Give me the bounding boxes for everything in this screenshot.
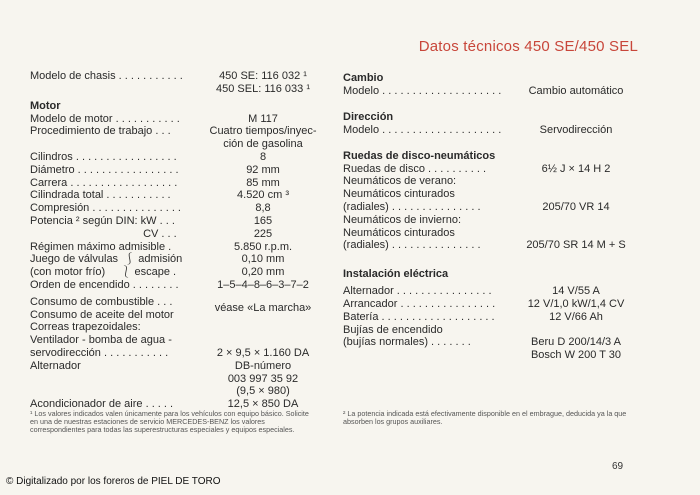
consumo-row — [30, 296, 330, 322]
spec-label: Régimen máximo admisible . — [30, 240, 172, 253]
spec-value: 92 mm — [246, 163, 280, 176]
spec-row — [30, 279, 330, 292]
spec-row — [30, 189, 330, 202]
verano-row — [343, 175, 643, 213]
credit-text: © Digitalizado por los foreros de PIEL DE TORO — [6, 476, 221, 487]
spec-value: Cuatro tiempos/inyec- — [209, 125, 317, 138]
spec-row — [30, 151, 330, 164]
right-column — [343, 70, 643, 362]
bujias-label: Bujías de encendido — [343, 323, 443, 336]
correas-label-row — [30, 321, 330, 334]
consumo-aceite-label: Consumo de aceite del motor — [30, 308, 174, 321]
servodireccion-label: servodirección . . . . . . . . . . . — [30, 346, 169, 359]
spec-value: 4.520 cm ³ — [237, 189, 289, 202]
spec-value: 165 — [253, 214, 273, 227]
spec-row — [30, 113, 330, 126]
bujias-bosch-value: Bosch W 200 T 30 — [530, 349, 622, 362]
spec-label: Procedimiento de trabajo . . . — [30, 125, 171, 138]
consumo-combustible-label: Consumo de combustible . . . — [30, 295, 173, 308]
spec-row — [30, 241, 330, 254]
spec-label: Diámetro . . . . . . . . . . . . . . . . . — [30, 163, 179, 176]
cambio-value: Cambio automático — [528, 85, 624, 97]
bujias-beru-value: Beru D 200/14/3 A — [531, 336, 621, 349]
spec-row — [30, 202, 330, 215]
spec-label: Compresión . . . . . . . . . . . . . . . — [30, 202, 181, 215]
acondicionador-label: Acondicionador de aire . . . . . — [30, 398, 174, 411]
electrica-heading: Instalación eléctrica — [343, 268, 449, 281]
alternador-row — [30, 360, 330, 398]
spec-value: M 117 — [248, 112, 278, 125]
invierno-radiales-label: (radiales) . . . . . . . . . . . . . . . — [343, 239, 481, 252]
spec-row — [343, 298, 643, 311]
spec-value: 5.850 r.p.m. — [233, 240, 293, 253]
chassis-value-sel: 450 SEL: 116 033 ¹ — [216, 82, 310, 95]
ruedas-disco-label: Ruedas de disco . . . . . . . . . . — [343, 162, 487, 175]
motor-heading: Motor — [30, 99, 61, 112]
spec-label: Alternador . . . . . . . . . . . . . . . . — [343, 285, 492, 298]
chassis-value-se: 450 SE: 116 032 ¹ — [219, 70, 307, 82]
ventilador-row — [30, 334, 330, 360]
ruedas-disco-row — [343, 163, 643, 176]
invierno-label: Neumáticos de invierno: — [343, 213, 462, 226]
spec-row — [30, 266, 330, 279]
ruedas-disco-value: 6½ J × 14 H 2 — [541, 162, 611, 175]
spec-value: 0,10 mm — [241, 253, 285, 266]
left-column — [30, 70, 330, 411]
alternador-label: Alternador — [30, 359, 81, 372]
verano-value: 205/70 VR 14 — [542, 200, 610, 213]
correas-label: Correas trapezoidales: — [30, 321, 141, 334]
ventilador-label: Ventilador - bomba de agua - — [30, 334, 172, 347]
page-number: 69 — [612, 461, 624, 472]
cambio-heading: Cambio — [343, 72, 384, 84]
footnote-2: ² La potencia indicada está efectivamente disponible en el embrague, deducida ya la que absorben los grupos auxiliares. — [343, 409, 627, 426]
chassis-label: Modelo de chasis . . . . . . . . . . . — [30, 70, 183, 82]
ventilador-value: 2 × 9,5 × 1.160 DA — [216, 346, 310, 359]
direccion-heading: Dirección — [343, 110, 394, 123]
bujias-normales-label: (bujías normales) . . . . . . . — [343, 336, 471, 349]
verano-radiales-label: (radiales) . . . . . . . . . . . . . . . — [343, 200, 481, 213]
spec-label: Potencia ² según DIN: kW . . . — [30, 214, 175, 227]
spec-label: Carrera . . . . . . . . . . . . . . . . . . — [30, 176, 178, 189]
spec-value: 14 V/55 A — [552, 285, 600, 298]
spec-row — [343, 285, 643, 298]
page-title: Datos técnicos 450 SE/450 SEL — [418, 38, 638, 55]
spec-row — [30, 253, 330, 266]
spec-value: 85 mm — [246, 176, 280, 189]
cambio-label: Modelo . . . . . . . . . . . . . . . . . . . . — [343, 85, 502, 97]
spec-value: 225 — [253, 227, 273, 240]
spec-row — [30, 164, 330, 177]
spec-row — [30, 125, 330, 151]
acondicionador-value: 12,5 × 850 DA — [227, 398, 299, 411]
direccion-label: Modelo . . . . . . . . . . . . . . . . . . . . — [343, 123, 502, 136]
spec-label: (con motor frío) ⎱ escape . — [30, 266, 177, 279]
invierno-row — [343, 214, 643, 252]
chassis-row — [30, 70, 330, 96]
verano-label: Neumáticos de verano: — [343, 175, 457, 188]
alternador-value: DB-número — [234, 359, 292, 372]
spec-label: CV . . . — [30, 227, 177, 240]
spec-value: 1–5–4–8–6–3–7–2 — [217, 278, 309, 291]
direccion-row — [343, 124, 643, 137]
invierno-sublabel: Neumáticos cinturados — [343, 226, 455, 239]
spec-value: 12 V/66 Ah — [549, 310, 603, 323]
spec-label: Cilindrada total . . . . . . . . . . . — [30, 189, 171, 202]
alternador-value: 003 997 35 92 — [227, 372, 299, 385]
spec-value: 0,20 mm — [241, 266, 285, 279]
direccion-value: Servodirección — [539, 123, 613, 136]
spec-label: Batería . . . . . . . . . . . . . . . . . . . — [343, 310, 495, 323]
spec-label: Orden de encendido . . . . . . . . — [30, 278, 179, 291]
ruedas-heading: Ruedas de disco-neumáticos — [343, 149, 496, 162]
spec-label: Cilindros . . . . . . . . . . . . . . . . . — [30, 150, 177, 163]
spec-row — [343, 311, 643, 324]
bujias-row — [343, 323, 643, 362]
alternador-value: (9,5 × 980) — [236, 385, 290, 398]
spec-row — [30, 228, 330, 241]
spec-value: ción de gasolina — [223, 138, 303, 151]
cambio-row — [343, 85, 643, 98]
spec-label: Juego de válvulas ⎰ admisión — [30, 253, 183, 266]
spec-value: 8 — [259, 150, 267, 163]
invierno-value: 205/70 SR 14 M + S — [526, 239, 626, 252]
consumo-value: véase «La marcha» — [214, 301, 312, 314]
spec-value: 12 V/1,0 kW/1,4 CV — [527, 297, 625, 310]
spec-row — [30, 215, 330, 228]
verano-sublabel: Neumáticos cinturados — [343, 188, 455, 201]
spec-label: Arrancador . . . . . . . . . . . . . . . . — [343, 297, 496, 310]
spec-value: 8,8 — [255, 202, 271, 215]
spec-row — [30, 177, 330, 190]
footnote-1: ¹ Los valores indicados valen únicamente para los vehículos con equipo básico. Solicite en una de nuestras estaciones de servicio MERCEDES-BENZ los valores correspondientes para todas las superestructuras especiales y equipos especiales. — [30, 409, 309, 434]
spec-label: Modelo de motor . . . . . . . . . . . — [30, 112, 180, 125]
